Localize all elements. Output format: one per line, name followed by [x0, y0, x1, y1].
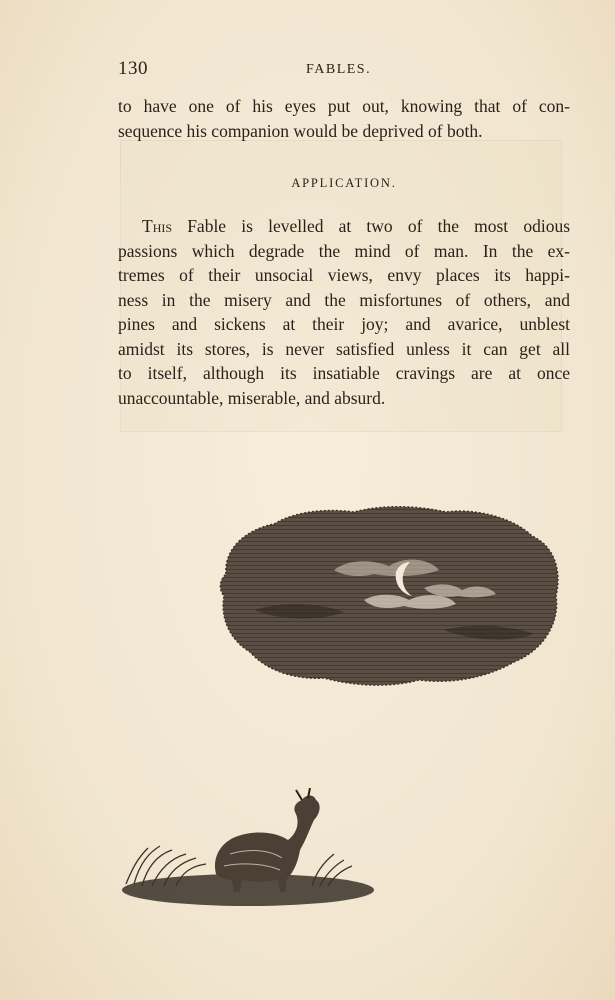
text-line: to have one of his eyes put out, knowing that of con-: [118, 96, 570, 116]
page-number: 130: [118, 58, 148, 79]
night-sky-moon-engraving: [214, 500, 564, 692]
text-line-rest: Fable is levelled at two of the most odious: [172, 216, 570, 236]
text-line: ness in the misery and the misfortunes of others, and: [118, 289, 570, 310]
drop-word: This: [142, 216, 173, 236]
text-line: [118, 214, 570, 239]
text-line: tremes of their unsocial views, envy places its happi-: [118, 265, 570, 285]
goat-vignette-engraving: [120, 788, 378, 910]
section-heading: APPLICATION.: [291, 176, 397, 190]
running-title: FABLES.: [306, 62, 372, 77]
text-line: passions which degrade the mind of man. In the ex-: [118, 240, 570, 261]
text-line: sequence his companion would be deprived of both.: [118, 120, 483, 141]
running-head: [118, 58, 570, 84]
continued-paragraph: [118, 94, 570, 143]
text-line: unaccountable, miserable, and absurd.: [118, 387, 386, 408]
text-line: to itself, although its insatiable cravings are at once: [118, 363, 570, 383]
application-paragraph: [118, 214, 570, 410]
text-line: pines and sickens at their joy; and avarice, unblest: [118, 314, 570, 334]
text-line: amidst its stores, is never satisfied unless it can get all: [118, 338, 570, 359]
